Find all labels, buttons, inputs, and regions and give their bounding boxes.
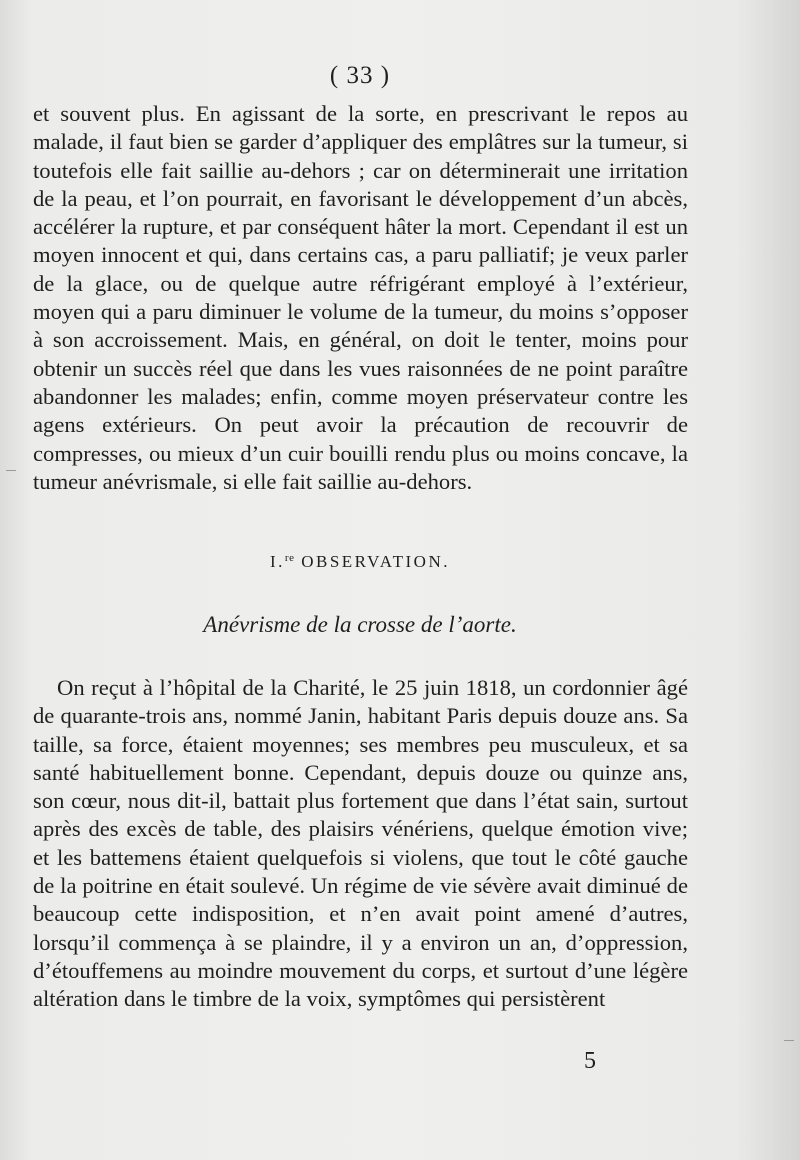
page-number: ( 33 )	[329, 62, 391, 89]
paragraph-case-report: On reçut à l’hôpital de la Charité, le 25 juin 1818, un cordonnier âgé de quarante-trois ans, nommé Janin, habitant Paris depuis douze ans. Sa taille, sa force, étaient moyennes; ses membres peu musculeux, et sa santé habituellement bonne. Cependant, depuis douze ou quinze ans, son cœur, nous dit-il, battait plus fortement que dans l’état sain, surtout après des excès de table, des plaisirs vénériens, quelque émotion vive; et les battemens étaient quelquefois si violens, que tout le côté gauche de la poitrine en était soulevé. Un régime de vie sévère avait diminué de beaucoup cette indisposition, et n’en avait point amené d’autres, lorsqu’il commença à se plaindre, il y a environ un an, d’oppression, d’étouffemens au moindre mouvement du corps, et surtout d’une légère altération dans le timbre de la voix, symptômes qui persistèrent	[33, 675, 688, 1012]
signature-mark: 5	[584, 1048, 596, 1074]
margin-speck	[6, 470, 16, 471]
paragraph-treatment: et souvent plus. En agissant de la sorte, en prescrivant le repos au malade, il faut bien se garder d’appliquer des emplâtres sur la tumeur, si toutefois elle fait saillie au-dehors ; car on déterminerait une irritation de la peau, et l’on pourrait, en favorisant le développement d’un abcès, accélérer la rupture, et par conséquent hâter la mort. Cependant il est un moyen innocent et qui, dans certains cas, a paru palliatif; je veux parler de la glace, ou de quelque autre réfrigérant employé à l’extérieur, moyen qui a paru diminuer le volume de la tumeur, du moins s’opposer à son accroissement. Mais, en général, on doit le tenter, moins pour obtenir un succès réel que dans les vues raisonnées de ne point paraître abandonner les malades; enfin, comme moyen préservateur contre les agens extérieurs. On peut avoir la précaution de recouvrir de compresses, ou mieux d’un cuir bouilli rendu plus ou moins concave, la tumeur anévrismale, si elle fait saillie au-dehors.	[33, 101, 688, 494]
observation-heading	[0, 552, 720, 572]
observation-number: I.	[270, 552, 285, 571]
observation-title: Anévrisme de la crosse de l’aorte.	[203, 612, 517, 637]
margin-speck	[784, 1040, 794, 1041]
observation-word: OBSERVATION.	[301, 552, 450, 571]
observation-number-superscript: re	[284, 552, 295, 564]
